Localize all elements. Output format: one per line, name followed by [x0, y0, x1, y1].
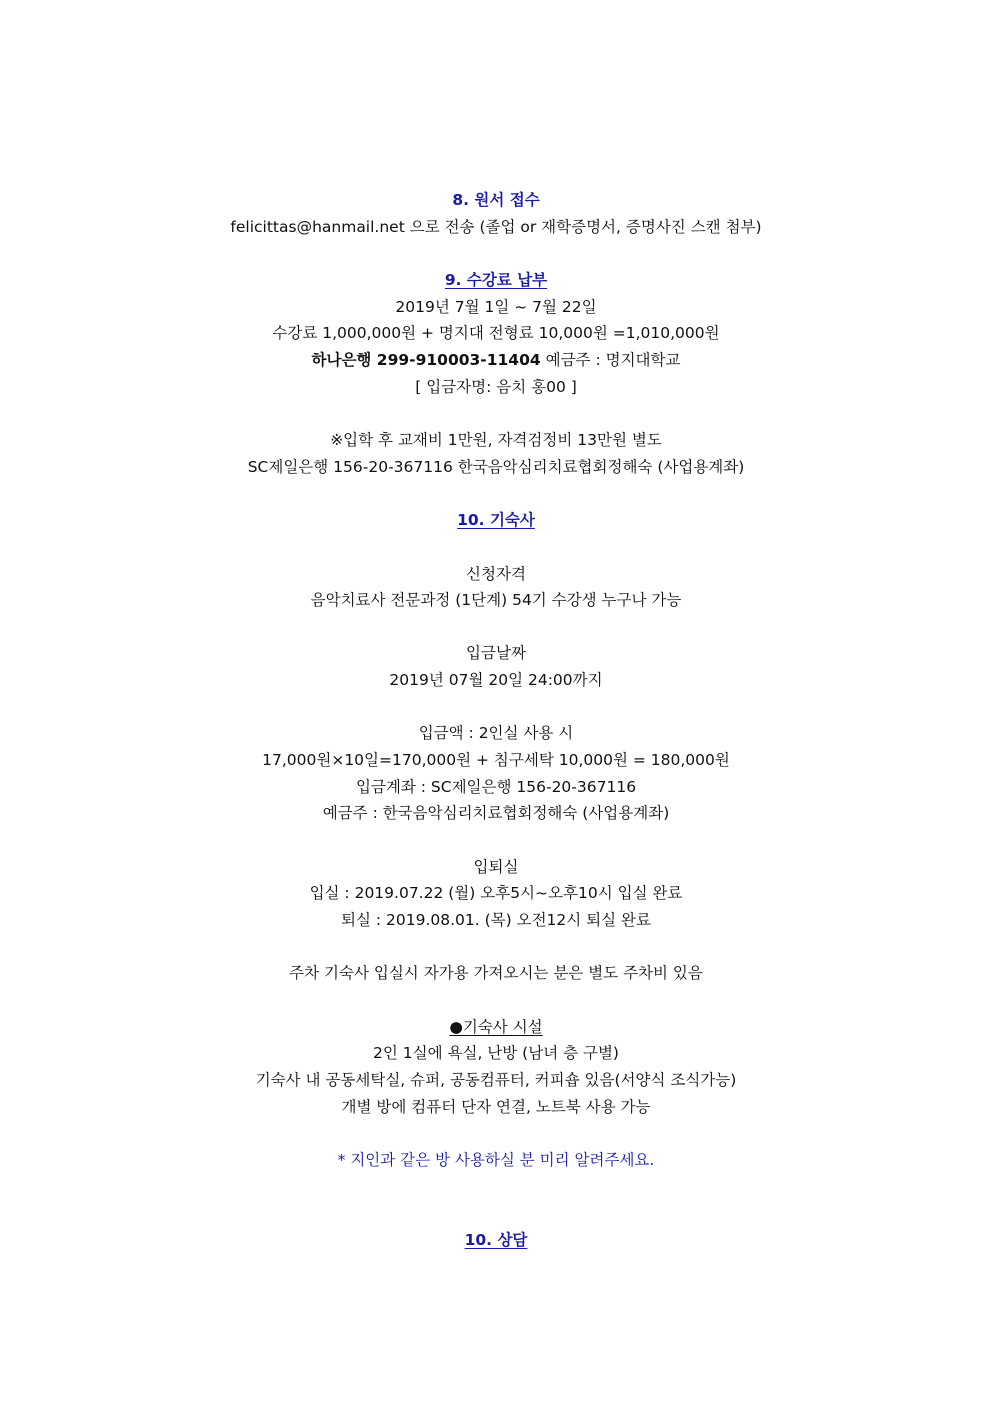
- eligibility-title: 신청자격: [466, 565, 526, 583]
- consultation-heading: [0, 1229, 992, 1251]
- facility-title: [0, 1016, 992, 1038]
- payment-period: 2019년 7월 1일 ~ 7월 22일: [395, 298, 597, 316]
- section-10-heading: [0, 509, 992, 531]
- section-8-heading: 8. 원서 접수: [452, 191, 540, 209]
- parking-note: 주차 기숙사 입실시 자가용 가져오시는 분은 별도 주차비 있음: [289, 964, 703, 982]
- facility-line-3: 개별 방에 컴퓨터 단자 연결, 노트북 사용 가능: [341, 1098, 651, 1116]
- facility-line-1: 2인 1실에 욕실, 난방 (남녀 층 구별): [373, 1044, 619, 1062]
- extra-fee-note: ※입학 후 교재비 1만원, 자격검정비 13만원 별도: [330, 431, 662, 449]
- account-holder: 예금주 : 한국음악심리치료협회정해숙 (사업용계좌): [322, 804, 670, 822]
- section-9-heading: [0, 269, 992, 291]
- tuition-fee: 수강료 1,000,000원 + 명지대 전형료 10,000원 =1,010,000원: [272, 324, 720, 342]
- amount-text: 17,000원×10일=170,000원 + 침구세탁 10,000원 = 180,000원: [262, 751, 730, 769]
- amount-title: 입금액 : 2인실 사용 시: [418, 724, 574, 742]
- deadline-title: 입금날짜: [466, 644, 526, 662]
- eligibility-text: 음악치료사 전문과정 (1단계) 54기 수강생 누구나 가능: [310, 591, 682, 609]
- sc-bank-account: SC제일은행 156-20-367116 한국음악심리치료협회정해숙 (사업용계좌): [247, 458, 745, 476]
- checkin-title: 입퇴실: [473, 858, 519, 876]
- deposit-account: 입금계좌 : SC제일은행 156-20-367116: [355, 778, 637, 796]
- roommate-request-note: * 지인과 같은 방 사용하실 분 미리 알려주세요.: [337, 1151, 655, 1169]
- facility-title-text: ●기숙사 시설: [449, 1018, 543, 1036]
- checkout-text: 퇴실 : 2019.08.01. (목) 오전12시 퇴실 완료: [340, 911, 651, 929]
- application-email-line: felicittas@hanmail.net 으로 전송 (졸업 or 재학증명서, 증명사진 스캔 첨부): [230, 218, 762, 236]
- facility-line-2: 기숙사 내 공동세탁실, 슈퍼, 공동컴퓨터, 커피숍 있음(서양식 조식가능): [255, 1071, 737, 1089]
- depositor-name: [ 입금자명: 음치 홍00 ]: [415, 378, 577, 396]
- deadline-text: 2019년 07월 20일 24:00까지: [389, 671, 603, 689]
- bank-account-number: 하나은행 299-910003-11404: [311, 351, 541, 369]
- section-10-heading-text: 10. 기숙사: [457, 511, 535, 529]
- bank-account-holder: 예금주 : 명지대학교: [540, 351, 681, 369]
- consultation-heading-text: 10. 상담: [464, 1231, 528, 1249]
- bank-account-line: [0, 349, 992, 371]
- section-9-heading-text: 9. 수강료 납부: [444, 271, 548, 289]
- checkin-text: 입실 : 2019.07.22 (월) 오후5시~오후10시 입실 완료: [309, 884, 683, 902]
